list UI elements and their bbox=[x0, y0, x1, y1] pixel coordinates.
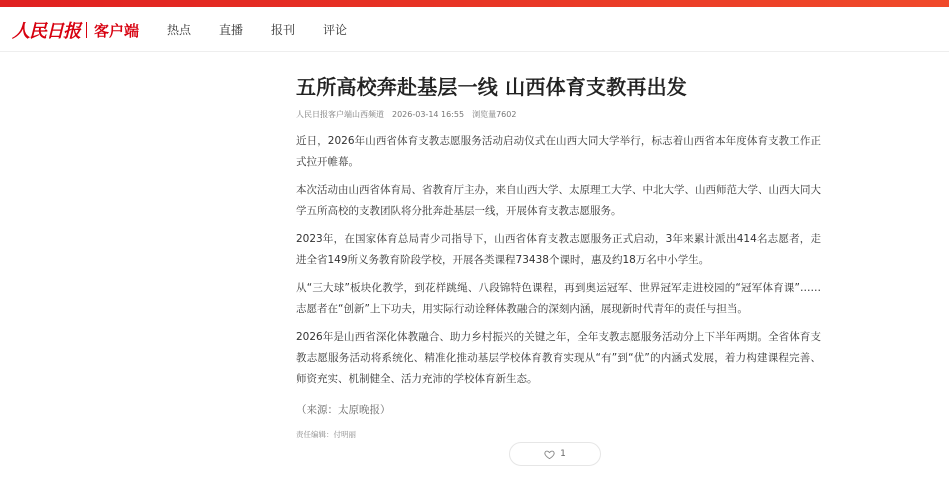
article-source: 人民日报客户端山西频道 bbox=[296, 110, 384, 119]
site-logo[interactable] bbox=[12, 17, 139, 43]
article-paragraph: 从“三大球”板块化教学，到花样跳绳、八段锦特色课程，再到奥运冠军、世界冠军走进校园的“冠军体育课”……志愿者在“创新”上下功夫，用实际行动诠释体教融合的深刻内涵，展现新时代青年的责任与担当。 bbox=[296, 282, 821, 315]
heart-icon bbox=[544, 449, 555, 460]
article-paragraph: 2026年是山西省深化体教融合、助力乡村振兴的关键之年，全年支教志愿服务活动分上下半年两期。全省体育支教志愿服务活动将系统化、精准化推动基层学校体育教育实现从“有”到“优”的内涵式发展，着力构建课程完善、师资充实、机制健全、活力充沛的学校体育新生态。 bbox=[296, 331, 821, 385]
article-paragraph: 近日，2026年山西省体育支教志愿服务活动启动仪式在山西大同大学举行，标志着山西省本年度体育支教工作正式拉开帷幕。 bbox=[296, 135, 821, 168]
article-paragraph: 本次活动由山西省体育局、省教育厅主办，来自山西大学、太原理工大学、中北大学、山西师范大学、山西大同大学五所高校的支教团队将分批奔赴基层一线，开展体育支教志愿服务。 bbox=[296, 184, 821, 217]
main-nav bbox=[167, 22, 375, 38]
article-body bbox=[296, 131, 821, 441]
like-button[interactable] bbox=[509, 442, 601, 466]
article-title: 五所高校奔赴基层一线 山西体育支教再出发 bbox=[296, 75, 687, 99]
logo-subtitle: 客户端 bbox=[94, 21, 140, 40]
nav-item-live[interactable]: 直播 bbox=[219, 23, 244, 37]
logo-wordmark: 人民日报 bbox=[12, 21, 80, 42]
article-datetime: 2026-03-14 16:55 bbox=[392, 110, 465, 119]
article-paragraph: 2023年，在国家体育总局青少司指导下，山西省体育支教志愿服务正式启动，3年来累计派出414名志愿者，走进全省149所义务教育阶段学校，开展各类课程73438个课时，惠及约18万名中小学生。 bbox=[296, 233, 821, 266]
article-views: 浏览量7602 bbox=[472, 110, 517, 119]
top-accent-bar bbox=[0, 0, 949, 7]
article-editor: 责任编辑：付明丽 bbox=[296, 430, 356, 439]
article-source-note: （来源：太原晚报） bbox=[296, 404, 391, 416]
nav-item-comment[interactable]: 评论 bbox=[323, 23, 348, 37]
like-count: 1 bbox=[560, 449, 566, 459]
site-header bbox=[0, 7, 949, 52]
article bbox=[296, 72, 821, 441]
logo-divider bbox=[86, 22, 87, 38]
nav-item-hot[interactable]: 热点 bbox=[167, 23, 192, 37]
article-meta bbox=[296, 109, 821, 121]
nav-item-newspaper[interactable]: 报刊 bbox=[271, 23, 296, 37]
